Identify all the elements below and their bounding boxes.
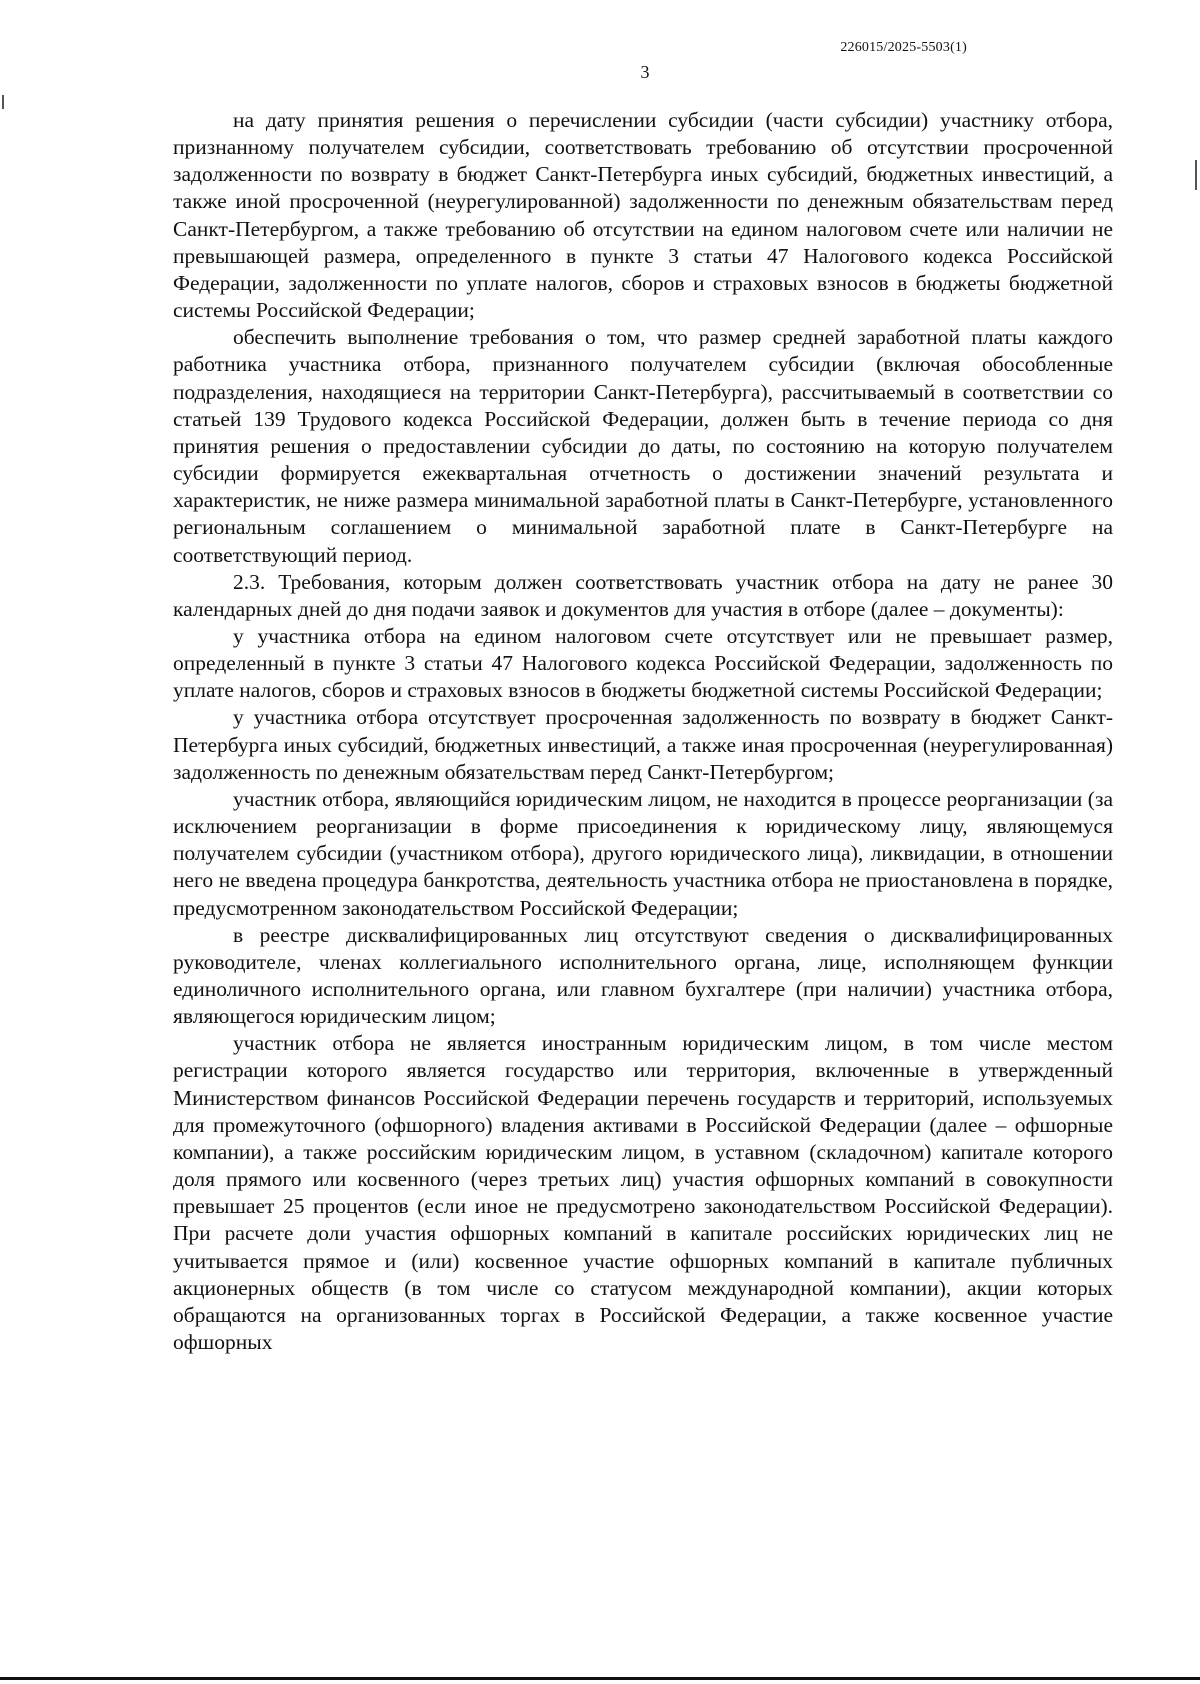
paragraph-reorganization: участник отбора, являющийся юридическим лицом, не находится в процессе реорганизации (за исключением реорганизации в форме присоединения к юридическому лицу, являющемуся получателем субсидии (участником отбора), другого юридического лица), ликвидации, в отношении него не введена процедура банкротства, деятельность участника отбора не приостановлена в порядке, предусмотренном законодательством Российской Федерации; (173, 786, 1113, 920)
paragraph-payment-date-requirement: на дату принятия решения о перечислении субсидии (части субсидии) участнику отбора, признанному получателем субсидии, соответствовать требованию об отсутствии просроченной задолженности по возврату в бюджет Санкт-Петербурга иных субсидий, бюджетных инвестиций, а также иной просроченной (неурегулированной) задолженности по денежным обязательствам перед Санкт-Петербургом, а также требованию об отсутствии на едином налоговом счете или наличии не превышающей размера, определенного в пункте 3 статьи 47 Налогового кодекса Российской Федерации, задолженности по уплате налогов, сборов и страховых взносов в бюджеты бюджетной системы Российской Федерации; (173, 108, 1113, 323)
scan-margin-mark (2, 95, 4, 109)
scan-margin-mark (1195, 160, 1197, 190)
paragraph-section-2-3: 2.3. Требования, которым должен соответствовать участник отбора на дату не ранее 30 календарных дней до дня подачи заявок и документов для участия в отборе (далее – документы): (173, 569, 1113, 621)
paragraph-tax-debt: у участника отбора на едином налоговом счете отсутствует или не превышает размер, определенный в пункте 3 статьи 47 Налогового кодекса Российской Федерации, задолженность по уплате налогов, сборов и страховых взносов в бюджеты бюджетной системы Российской Федерации; (173, 623, 1113, 703)
page-number: 3 (640, 62, 650, 82)
paragraph-disqualified-persons: в реестре дисквалифицированных лиц отсутствуют сведения о дисквалифицированных руководителе, членах коллегиального исполнительного органа, лице, исполняющем функции единоличного исполнительного органа, или главном бухгалтере (при наличии) участника отбора, являющегося юридическим лицом; (173, 922, 1113, 1029)
paragraph-overdue-debt: у участника отбора отсутствует просроченная задолженность по возврату в бюджет Санкт-Петербурга иных субсидий, бюджетных инвестиций, а также иная просроченная (неурегулированная) задолженность по денежным обязательствам перед Санкт-Петербургом; (173, 705, 1113, 784)
paragraph-offshore-companies: участник отбора не является иностранным юридическим лицом, в том числе местом регистрации которого является государство или территория, включенные в утвержденный Министерством финансов Российской Федерации перечень государств и территорий, используемых для промежуточного (офшорного) владения активами в Российской Федерации (далее – офшорные компании), а также российским юридическим лицом, в уставном (складочном) капитале которого доля прямого или косвенного (через третьих лиц) участия офшорных компаний в совокупности превышает 25 процентов (если иное не предусмотрено законодательством Российской Федерации). При расчете доли участия офшорных компаний в капитале российских юридических лиц не учитывается прямое и (или) косвенное участие офшорных компаний в капитале публичных акционерных обществ (в том числе со статусом международной компании), акции которых обращаются на организованных торгах в Российской Федерации, а также косвенное участие офшорных (173, 1031, 1113, 1355)
document-body (173, 107, 1113, 1356)
paragraph-average-salary-requirement: обеспечить выполнение требования о том, что размер средней заработной платы каждого работника участника отбора, признанного получателем субсидии (включая обособленные подразделения, находящиеся на территории Санкт-Петербурга), рассчитываемый в соответствии со статьей 139 Трудового кодекса Российской Федерации, должен быть в течение периода со дня принятия решения о предоставлении субсидии до даты, по состоянию на которую получателем субсидии формируется ежеквартальная отчетность о достижении значений результата и характеристик, не ниже размера минимальной заработной платы в Санкт-Петербурге, установленного региональным соглашением о минимальной заработной плате в Санкт-Петербурге на соответствующий период. (173, 325, 1113, 567)
document-registration-number: 226015/2025-5503(1) (840, 40, 967, 55)
scan-bottom-edge (0, 1677, 1200, 1680)
